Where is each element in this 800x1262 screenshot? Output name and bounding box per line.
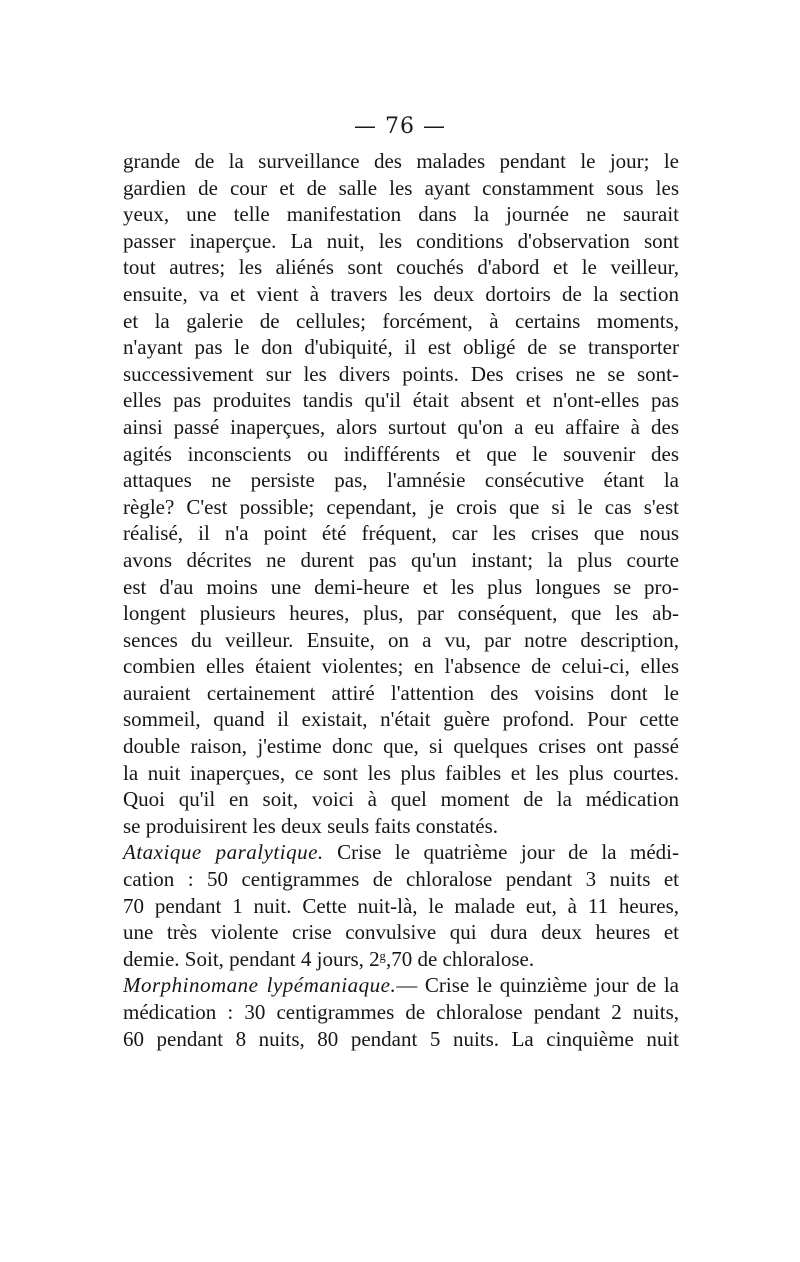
- text-line: et la galerie de cellules; forcément, à certains moments,: [123, 308, 679, 333]
- text-line: gardien de cour et de salle les ayant constamment sous les: [123, 175, 679, 200]
- case-morphinomane-label: Morphinomane lypémaniaque.: [123, 973, 397, 998]
- body-text: [123, 148, 679, 1052]
- text-line: demie. Soit, pendant 4 jours, 2ᵍ,70 de chloralose.: [123, 946, 535, 971]
- text-line: combien elles étaient violentes; en l'absence de celui-ci, elles: [123, 654, 679, 679]
- text-line: 70 pendant 1 nuit. Cette nuit-là, le malade eut, à 11 heures,: [123, 893, 679, 918]
- text-line: sommeil, quand il existait, n'était guère profond. Pour cette: [123, 707, 679, 732]
- text-line: elles pas produites tandis qu'il était absent et n'ont-elles pas: [123, 388, 679, 413]
- text-line: Quoi qu'il en soit, voici à quel moment de la médication: [123, 787, 679, 812]
- text-line: sences du veilleur. Ensuite, on a vu, par notre description,: [123, 627, 679, 652]
- text-line: règle? C'est possible; cependant, je crois que si le cas s'est: [123, 494, 679, 519]
- text-line: 60 pendant 8 nuits, 80 pendant 5 nuits. La cinquième nuit: [123, 1026, 679, 1051]
- text-line: agités inconscients ou indifférents et que le souvenir des: [123, 441, 679, 466]
- text-line: médication : 30 centigrammes de chloralose pendant 2 nuits,: [123, 1000, 679, 1024]
- text-line: ainsi passé inaperçues, alors surtout qu'on a eu affaire à des: [123, 414, 679, 439]
- text-line: grande de la surveillance des malades pendant le jour; le: [123, 149, 679, 173]
- case-ataxique-text: Crise le quatrième jour de la médi-: [323, 840, 679, 865]
- text-line: la nuit inaperçues, ce sont les plus faibles et les plus courtes.: [123, 760, 679, 785]
- text-line: double raison, j'estime donc que, si quelques crises ont passé: [123, 734, 679, 759]
- text-line: une très violente crise convulsive qui dura deux heures et: [123, 920, 679, 945]
- text-line: se produisirent les deux seuls faits constatés.: [123, 813, 499, 838]
- text-line: cation : 50 centigrammes de chloralose pendant 3 nuits et: [123, 867, 679, 892]
- text-line: passer inaperçue. La nuit, les conditions d'observation sont: [123, 228, 679, 253]
- case-morphinomane-text: — Crise le quinzième jour de la: [396, 973, 679, 998]
- case-morphinomane-heading-line: [123, 972, 679, 999]
- text-line: attaques ne persiste pas, l'amnésie consécutive étant la: [123, 468, 679, 493]
- text-line: ensuite, va et vient à travers les deux dortoirs de la section: [123, 281, 679, 306]
- text-line: est d'au moins une demi-heure et les plus longues se pro-: [123, 574, 679, 599]
- text-line: tout autres; les aliénés sont couchés d'abord et le veilleur,: [123, 255, 679, 280]
- text-line: réalisé, il n'a point été fréquent, car les crises que nous: [123, 521, 679, 546]
- text-line: yeux, une telle manifestation dans la journée ne saurait: [123, 202, 679, 227]
- case-ataxique-label: Ataxique paralytique.: [123, 840, 324, 865]
- text-line: avons décrites ne durent pas qu'un instant; la plus courte: [123, 547, 679, 572]
- text-line: longent plusieurs heures, plus, par conséquent, que les ab-: [123, 601, 679, 626]
- text-line: n'ayant pas le don d'ubiquité, il est obligé de se transporter: [123, 335, 679, 360]
- page-number: — 76 —: [354, 114, 446, 139]
- case-ataxique-heading-line: [123, 839, 679, 866]
- text-line: auraient certainement attiré l'attention des voisins dont le: [123, 680, 679, 705]
- text-line: successivement sur les divers points. Des crises ne se sont-: [123, 361, 679, 386]
